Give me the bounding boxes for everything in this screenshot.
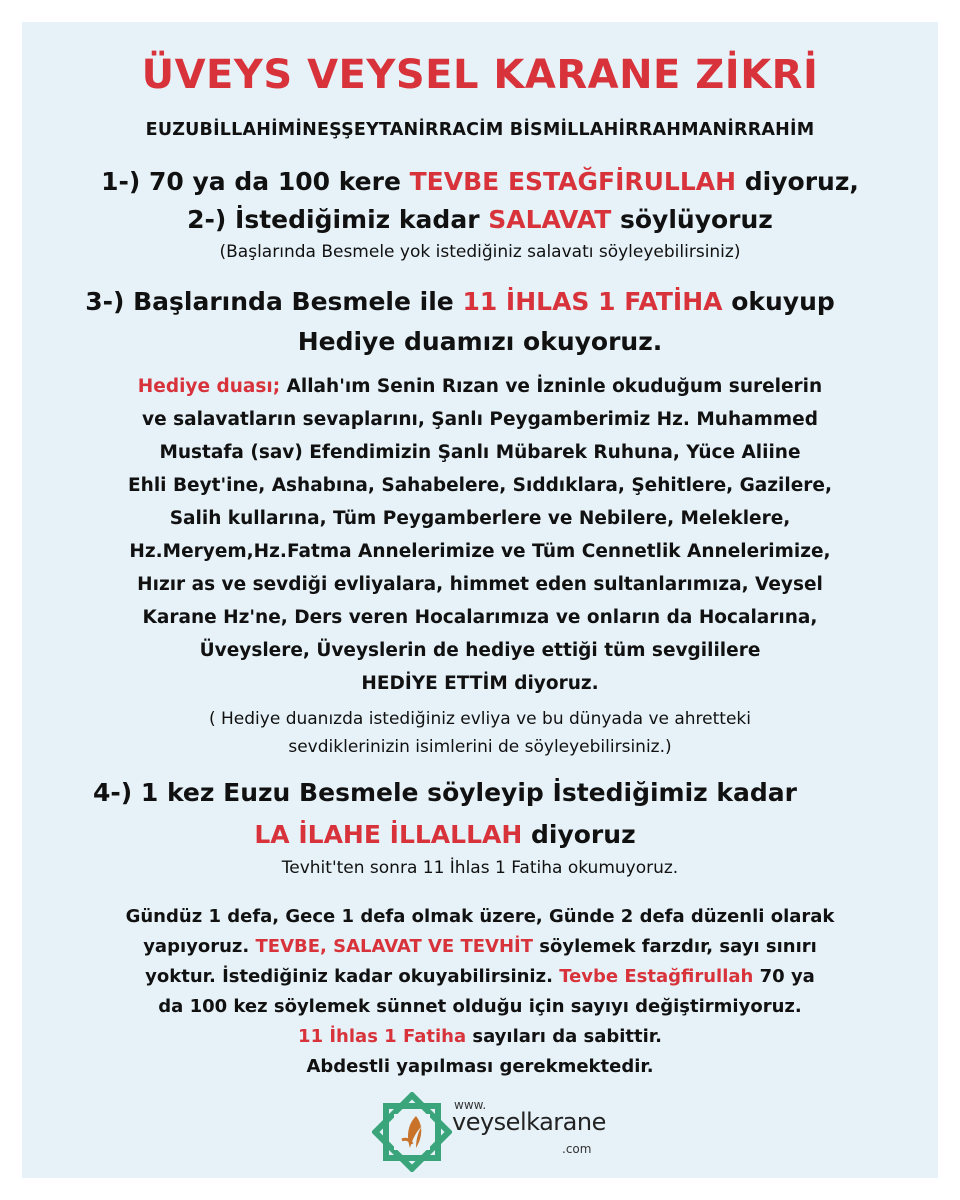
hediye-line: Üveyslere, Üveyslerin de hediye ettiği tüm sevgililere — [199, 640, 761, 661]
hediye-duasi-paragraph — [46, 370, 914, 700]
content-panel — [22, 22, 938, 1178]
step-3-suffix: okuyup — [722, 287, 835, 316]
footer-line — [62, 932, 898, 962]
footer-paragraph — [62, 902, 898, 1082]
hediye-line: Salih kullarına, Tüm Peygamberlere ve Nebilere, Meleklere, — [169, 508, 791, 529]
footer-highlight: Tevbe Estağfirullah — [559, 966, 754, 987]
footer-highlight: TEVBE, SALAVAT VE TEVHİT — [255, 936, 534, 957]
hediye-line: Karane Hz'ne, Ders veren Hocalarımıza ve onların da Hocalarına, — [142, 607, 818, 628]
footer-text: sayıları da sabittir. — [466, 1026, 662, 1047]
step-2-suffix: söylüyoruz — [611, 205, 773, 234]
footer-line: Abdestli yapılması gerekmektedir. — [306, 1056, 654, 1077]
hediye-note-line: ( Hediye duanızda istediğiniz evliya ve bu dünyada ve ahretteki — [208, 709, 751, 729]
logo-site-name: veyselkarane — [452, 1108, 606, 1136]
hediye-line: HEDİYE ETTİM diyoruz. — [361, 673, 599, 694]
footer-line — [62, 962, 898, 992]
step-3-text: 3-) Başlarında Besmele ile — [85, 287, 463, 316]
footer-line — [62, 1022, 898, 1052]
hediye-line: ve salavatların sevaplarını, Şanlı Peygamberimiz Hz. Muhammed — [142, 409, 818, 430]
hediye-line: Hızır as ve sevdiği evliyalara, himmet eden sultanlarımıza, Veysel — [137, 574, 823, 595]
footer-line: Gündüz 1 defa, Gece 1 defa olmak üzere, Günde 2 defa düzenli olarak — [125, 906, 835, 927]
step-4-note: Tevhit'ten sonra 11 İhlas 1 Fatiha okumuyoruz. — [281, 858, 679, 878]
step-1-highlight: TEVBE ESTAĞFİRULLAH — [409, 167, 737, 196]
hediye-line — [46, 370, 914, 403]
footer-text: yoktur. İstediğiniz kadar okuyabilirsiniz. — [145, 966, 560, 987]
step-1-text: 1-) 70 ya da 100 kere — [101, 167, 410, 196]
step-1-suffix: diyoruz, — [736, 167, 859, 196]
step-1 — [22, 164, 938, 200]
step-2-text: 2-) İstediğimiz kadar — [187, 205, 489, 234]
step-4-suffix: diyoruz — [522, 820, 636, 849]
logo-www: www. — [454, 1098, 487, 1112]
step-4-line-1: 4-) 1 kez Euzu Besmele söyleyip İstediğimiz kadar — [92, 778, 798, 807]
hediye-line: Hz.Meryem,Hz.Fatma Annelerimize ve Tüm Cennetlik Annelerimize, — [129, 541, 831, 562]
step-3-highlight: 11 İHLAS 1 FATİHA — [462, 287, 723, 316]
footer-text: 70 ya — [753, 966, 815, 987]
step-2 — [22, 202, 938, 238]
footer-line: da 100 kez söylemek sünnet olduğu için sayıyı değiştirmiyoruz. — [158, 996, 802, 1017]
logo-tld: .com — [562, 1142, 592, 1156]
bismillah-line: EUZUBİLLAHİMİNEŞŞEYTANİRRACİM BİSMİLLAHİRRAHMANİRRAHİM — [145, 120, 815, 140]
footer-text: yapıyoruz. — [143, 936, 256, 957]
hediye-line-text: Allah'ım Senin Rızan ve İzninle okuduğum surelerin — [280, 376, 823, 397]
site-logo — [372, 1092, 606, 1172]
step-3-line-1 — [22, 282, 938, 322]
step-4-line-2 — [22, 814, 938, 856]
hediye-note — [22, 705, 938, 761]
step-2-note: (Başlarında Besmele yok istediğiniz salavatı söyleyebilirsiniz) — [219, 242, 741, 262]
hediye-label: Hediye duası; — [137, 376, 281, 397]
step-4-highlight: LA İLAHE İLLALLAH — [254, 820, 523, 849]
hediye-note-line: sevdiklerinizin isimlerini de söyleyebilirsiniz.) — [288, 737, 672, 757]
step-3-line-2: Hediye duamızı okuyoruz. — [297, 327, 663, 356]
step-4 — [22, 772, 938, 856]
step-3 — [22, 282, 938, 362]
page-title: ÜVEYS VEYSEL KARANE ZİKRİ — [141, 52, 819, 98]
hediye-line: Ehli Beyt'ine, Ashabına, Sahabelere, Sıddıklara, Şehitlere, Gazilere, — [128, 475, 832, 496]
star-emblem-icon — [372, 1092, 452, 1172]
footer-highlight: 11 İhlas 1 Fatiha — [298, 1026, 467, 1047]
footer-text: söylemek farzdır, sayı sınırı — [533, 936, 817, 957]
step-2-highlight: SALAVAT — [488, 205, 612, 234]
hediye-line: Mustafa (sav) Efendimizin Şanlı Mübarek Ruhuna, Yüce Aliine — [159, 442, 801, 463]
